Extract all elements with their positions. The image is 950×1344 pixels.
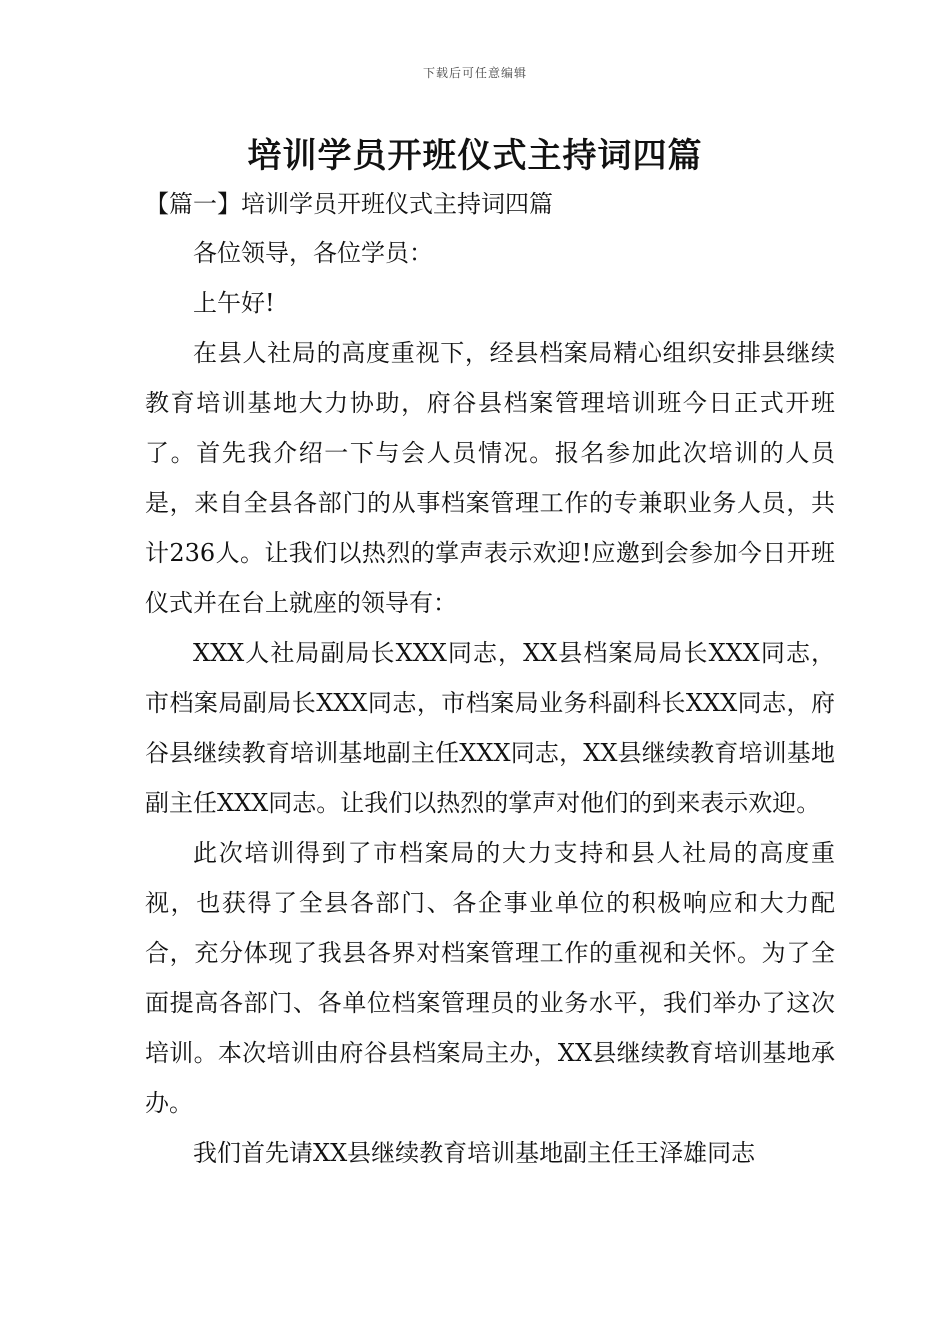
paragraph-intro: 在县人社局的高度重视下，经县档案局精心组织安排县继续教育培训基地大力协助，府谷县档案管理培训班今日正式开班了。首先我介绍一下与会人员情况。报名参加此次培训的人员是，来自全县各部门的从事档案管理工作的专兼职业务人员，共计236人。让我们以热烈的掌声表示欢迎!应邀到会参加今日开班仪式并在台上就座的领导有： — [145, 339, 835, 617]
paragraph-good-morning: 上午好! — [193, 289, 275, 317]
header-note: 下载后可任意编辑 — [422, 66, 527, 80]
paragraph-leaders: XXX人社局副局长XXX同志，XX县档案局局长XXX同志，市档案局副局长XXX同志，市档案局业务科副科长XXX同志，府谷县继续教育培训基地副主任XXX同志，XX县继续教育培训基地副主任XXX同志。让我们以热烈的掌声对他们的到来表示欢迎。 — [145, 639, 835, 817]
paragraph-support: 此次培训得到了市档案局的大力支持和县人社局的高度重视，也获得了全县各部门、各企事业单位的积极响应和大力配合，充分体现了我县各界对档案管理工作的重视和关怀。为了全面提高各部门、各单位档案管理员的业务水平，我们举办了这次培训。本次培训由府谷县档案局主办，XX县继续教育培训基地承办。 — [145, 839, 835, 1117]
section-heading: 【篇一】培训学员开班仪式主持词四篇 — [145, 190, 553, 218]
paragraph-next-speaker: 我们首先请XX县继续教育培训基地副主任王泽雄同志 — [193, 1139, 756, 1167]
document-title: 培训学员开班仪式主持词四篇 — [247, 136, 703, 176]
paragraph-greeting: 各位领导，各位学员： — [193, 239, 433, 267]
document-body — [145, 228, 835, 1178]
